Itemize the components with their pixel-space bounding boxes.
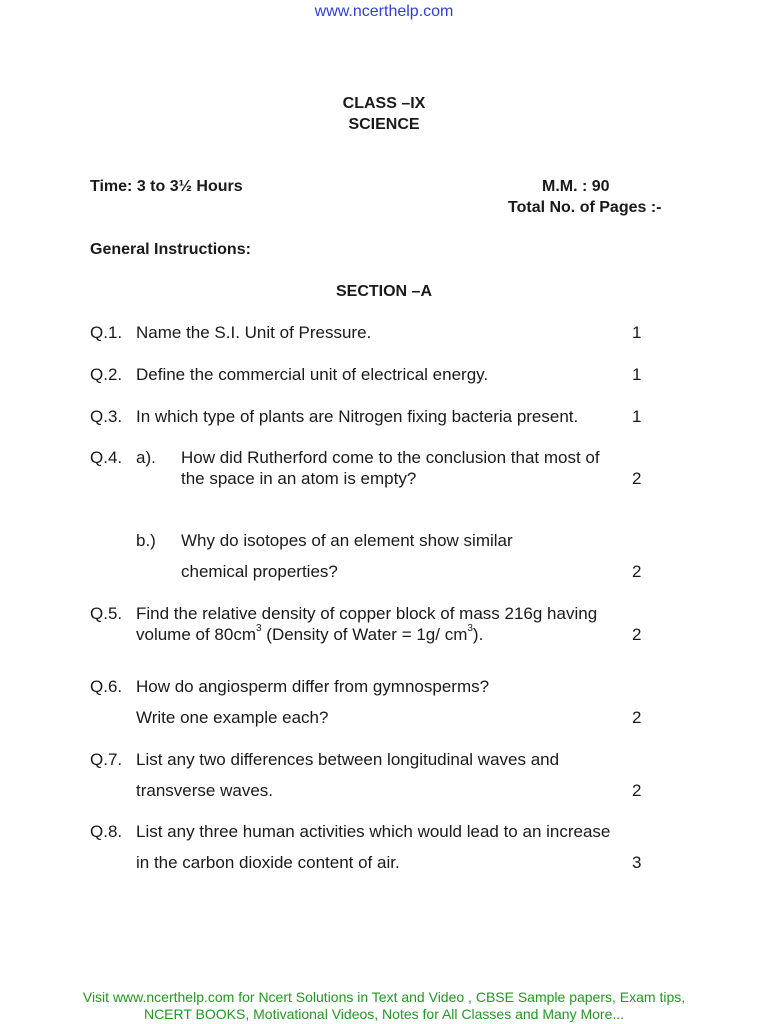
- question-marks: 2: [632, 469, 642, 488]
- question-text-line: in the carbon dioxide content of air.: [136, 853, 400, 872]
- class-heading: CLASS –IX: [342, 95, 426, 112]
- question-number: Q.5.: [90, 604, 123, 623]
- question-marks: 2: [632, 708, 642, 727]
- question-number: Q.4.: [90, 448, 123, 467]
- question-text-line: Find the relative density of copper block of mass 216g having: [136, 604, 598, 623]
- question-marks: 1: [632, 323, 642, 342]
- total-pages: Total No. of Pages :-: [508, 199, 662, 216]
- question-marks: 1: [632, 365, 642, 384]
- subject-heading: SCIENCE: [348, 116, 420, 133]
- question-text-line: the space in an atom is empty?: [181, 469, 417, 488]
- question-text-line: List any three human activities which would lead to an increase: [136, 822, 611, 841]
- sub-question-label: a).: [136, 448, 156, 467]
- question-text-line: chemical properties?: [181, 562, 338, 581]
- question-number: Q.3.: [90, 407, 123, 426]
- question-number: Q.1.: [90, 323, 123, 342]
- question-text: Define the commercial unit of electrical energy.: [136, 365, 489, 384]
- sub-question-label: b.): [136, 531, 156, 550]
- max-marks: M.M. : 90: [542, 178, 610, 195]
- question-number: Q.6.: [90, 677, 123, 696]
- general-instructions-heading: General Instructions:: [90, 241, 251, 258]
- question-number: Q.7.: [90, 750, 123, 769]
- footer-promo-line[interactable]: Visit www.ncerthelp.com for Ncert Solutions in Text and Video , CBSE Sample papers, Exam tips,: [82, 989, 686, 1005]
- footer-promo-line[interactable]: NCERT BOOKS, Motivational Videos, Notes for All Classes and Many More...: [143, 1006, 625, 1022]
- question-text-line: volume of $80cm^3$ (Density of Water = 1g/ $cm^3$).: [136, 623, 484, 644]
- question-number: Q.2.: [90, 365, 123, 384]
- site-link[interactable]: www.ncerthelp.com: [314, 3, 454, 20]
- time-label: Time: 3 to 3½ Hours: [90, 178, 243, 195]
- section-heading: SECTION –A: [335, 283, 432, 300]
- question-text-line: transverse waves.: [136, 781, 273, 800]
- question-text-line: List any two differences between longitudinal waves and: [136, 750, 560, 769]
- question-marks: 3: [632, 853, 642, 872]
- question-text: Name the S.I. Unit of Pressure.: [136, 323, 372, 342]
- question-marks: 2: [632, 781, 642, 800]
- question-marks: 2: [632, 562, 642, 581]
- question-text-line: How did Rutherford come to the conclusion that most of: [181, 448, 600, 467]
- question-number: Q.8.: [90, 822, 123, 841]
- question-marks: 2: [632, 625, 642, 644]
- question-marks: 1: [632, 407, 642, 426]
- question-text-line: How do angiosperm differ from gymnosperms?: [136, 677, 490, 696]
- question-text: In which type of plants are Nitrogen fixing bacteria present.: [136, 407, 579, 426]
- question-text-line: Why do isotopes of an element show similar: [181, 531, 513, 550]
- question-text-line: Write one example each?: [136, 708, 329, 727]
